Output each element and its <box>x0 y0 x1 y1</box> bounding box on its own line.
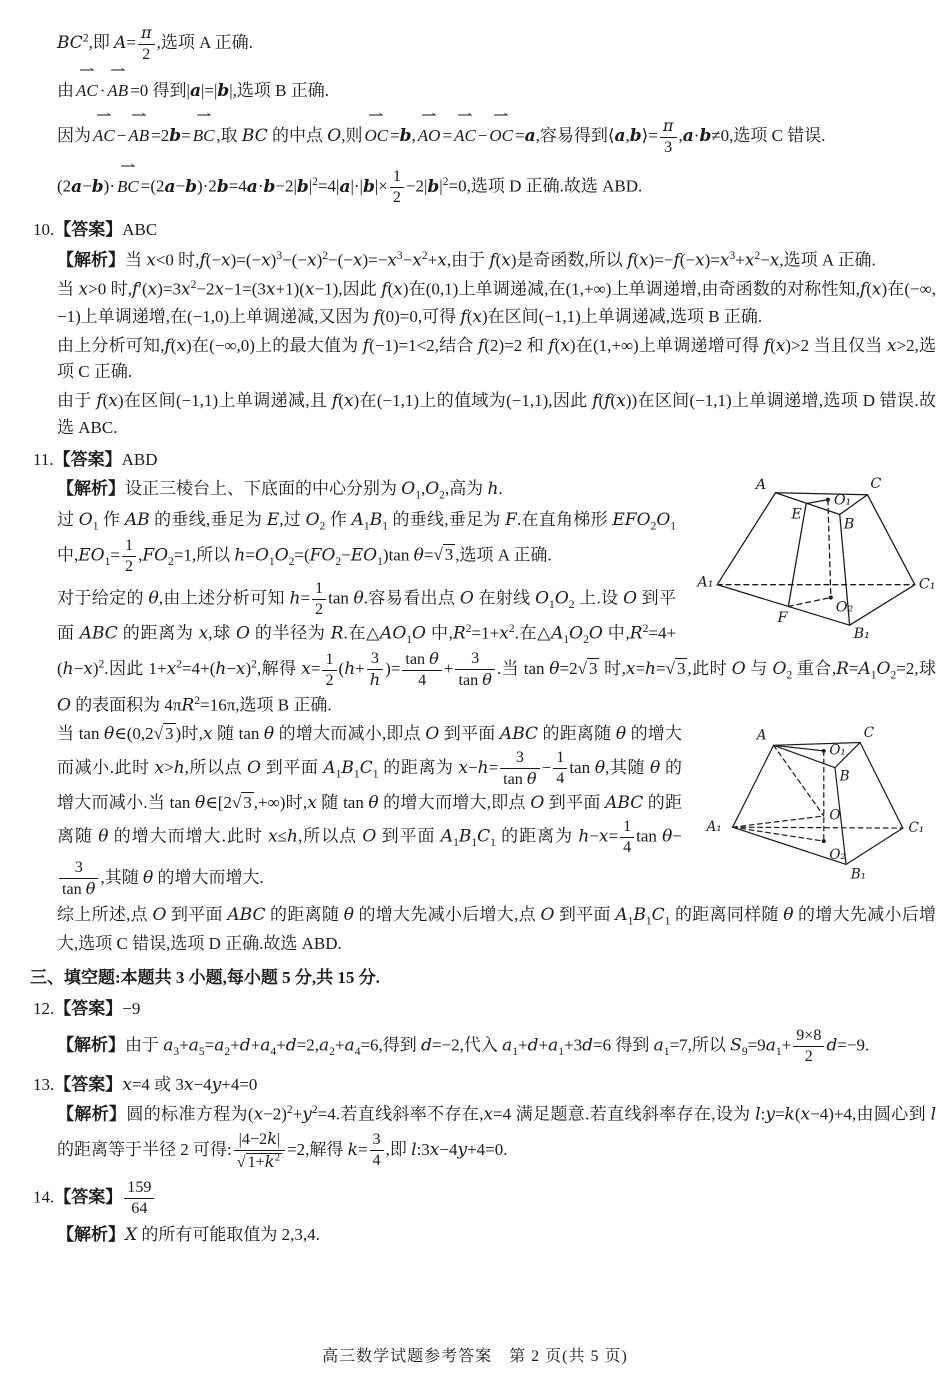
q12-answer-head: 12.【答案】−9 <box>33 999 141 1019</box>
figure-solid-edges <box>733 743 903 865</box>
vertex-label-B: B <box>839 768 850 785</box>
vertex-label-C: C <box>863 724 875 741</box>
vertex-label-E: E <box>791 506 802 523</box>
q9-solution-line-3: 因为 ⇀ AC − ⇀ AB =2b= ⇀ BC ,取 BC 的中点 O,则 ⇀ OC =b, ⇀ AO = ⇀ AC − ⇀ OC =a,容易得到⟨a,b⟩= $\frac{\pi}{3}$ ,a·b≠0,选项 C 错误. <box>57 116 936 158</box>
vertex-label-O2: O₂ <box>835 599 854 616</box>
figure-solid-edges <box>717 493 915 625</box>
vertex-label-O1: O₁ <box>833 492 852 509</box>
document-body <box>0 10 950 1249</box>
point-O1-dot <box>822 749 826 753</box>
vertex-label-C1: C₁ <box>908 819 925 836</box>
point-O2-dot <box>822 839 826 843</box>
vertex-label-O: O <box>829 807 841 824</box>
q14-analysis: 【解析】X 的所有可能取值为 2,3,4. <box>57 1225 320 1246</box>
q10-answer-head: 10.【答案】ABC <box>33 220 158 240</box>
q11-answer-head: 11.【答案】ABD <box>33 449 158 469</box>
vertex-label-B: B <box>843 516 855 533</box>
point-O2-dot <box>829 596 833 600</box>
vertex-label-B1: B₁ <box>853 626 870 643</box>
page-footer: 高三数学试题参考答案 第 2 页(共 5 页) <box>322 1348 628 1365</box>
point-O1-dot <box>826 498 830 502</box>
q11-analysis-1: 【解析】设正三棱台上、下底面的中心分别为 $O_1,O_2$,高为 h. <box>57 479 503 502</box>
q13-analysis: 【解析】圆的标准方程为$(x-2)^2+y^2=4$.若直线斜率不存在,x=4 满足题意.若直线斜率存在,设为 l:y=k(x−4)+4,由圆心到 l 的距离等于半径 2 可得: |4−2k| √ $1+k^2$ =2,解得 k= $\frac{3}{4}$ ,即 l:3x−4y+4=0. <box>57 1101 936 1173</box>
frustum-diagram-2 <box>696 723 946 883</box>
q10-analysis-2: 当 x>0 时$,f'(x)=3x^2-2x-1=(3x+1)(x-1)$,因此 f(x)在(0,1)上单调递减,在(1,+∞)上单调递增,由奇函数的对称性知,f(x)在(−∞,−1)上单调递增,在(−1,0)上单调递减,又因为 f(0)=0,可得 f(x)在区间(−1,1)上单调递减,选项 B 正确. <box>57 278 937 327</box>
q11-analysis-2: 过 $O_1$ 作 AB 的垂线,垂足为 E,过 $O_2$ 作 $A_1B_1$ 的垂线,垂足为 F.在直角梯形 $EFO_2O_1$ 中$,EO_1=$ $\frac{1}{2}$ $,FO_2=1$,所以 $h=O_1O_2=(FO_2-EO_1)\tan$ θ= √ 3 ,选项 A 正确. <box>57 507 936 577</box>
q9-solution-line-1: $BC^2$,即 A= $\frac{\pi}{2}$ ,选项 A 正确. <box>57 23 253 64</box>
q11-analysis-3: 对于给定的 θ,由上述分析可知 h= $\frac{1}{2}$ tan θ.容易看出点 O 在射线 $O_1O_2$ 上.设 O 到平面 ABC 的距离为 x,球 O 的半径为 R.在$\triangle AO_1O$ 中$,R^2=1+x^2$.在$\triangle A_1O_2O$ 中$,R^2=4+(h-x)^2$.因此 $1+x^2=4+(h-x)^2$,解得 x= $\frac{1}{2}$ (h+ $\frac{3}{h}$ )= $\frac{\text{tan θ}}{4}$ + $\frac{3}{\text{tan θ}}$ .当 tan θ=2 √ 3 时,x=h= √ 3 ,此时 O 与 $O_2$ 重合$,R=A_1O_2=2$,球 O 的表面积为 $4\pi R^2=16\pi$,选项 B 正确. <box>57 579 936 719</box>
vertex-label-A1: A₁ <box>706 818 722 835</box>
vertex-label-A1: A₁ <box>697 574 714 591</box>
figure-frustum-trapezoid <box>690 472 946 642</box>
vertex-label-B1: B₁ <box>850 866 867 883</box>
frustum-diagram-1 <box>690 472 946 642</box>
q11-analysis-4: 当 tan θ∈(0,2 √ 3 )时,x 随 tan θ 的增大而减小,即点 O 到平面 ABC 的距离随 θ 的增大而减小.此时 x>h,所以点 O 到平面 $A_1B_1C_1$ 的距离为 x−h= $\frac{3}{\text{tan θ}}$ − $\frac{1}{4}$ tan θ,其随 θ 的增大而减小.当 tan θ∈[2 √ 3 ,+∞)时,x 随 tan θ 的增大而增大,即点 O 到平面 ABC 的距离随 θ 的增大而增大.此时 x≤h,所以点 O 到平面 $A_1B_1C_1$ 的距离为 h−x= $\frac{1}{4}$ tan θ− $\frac{3}{\text{tan θ}}$ ,其随 θ 的增大而增大. <box>57 721 936 900</box>
q10-analysis-1: 【解析】当 x<0 时$,f(-x)=(-x)^3-(-x)^2-(-x)=-x^3-x^2+x$,由于 f(x)是奇函数,所以 $f(x)=-f(-x)=x^3+x^2-x$,选项 A 正确. <box>57 248 876 271</box>
q13-answer-head: 13.【答案】x=4 或 3x−4y+4=0 <box>33 1074 258 1095</box>
vertex-label-A: A <box>756 727 767 744</box>
figure-dashed-edges <box>717 500 915 607</box>
vertex-label-C: C <box>870 476 882 493</box>
vertex-label-O1: O₁ <box>829 742 846 759</box>
fill-in-section-header: 三、填空题:本题共 3 小题,每小题 5 分,共 15 分. <box>30 967 380 987</box>
q14-answer-head: 14.【答案】 $\frac{159}{64}$ <box>33 1178 936 1219</box>
figure-dashed-edges <box>733 742 903 841</box>
q9-solution-line-4: (2a−b)· ⇀ BC $=(2a-b)\cdot 2b=4a\cdot b-2|b|^2=4|a|\cdot|b|\times$ $\frac{1}{2}$ $-2|b|^2=0$,选项 D 正确.故选 ABD. <box>57 167 936 208</box>
figure-frustum-sphere-center <box>696 723 946 883</box>
vertex-label-A: A <box>755 477 767 494</box>
vertex-label-O2: O₂ <box>829 846 846 863</box>
q11-analysis-5: 综上所述,点 O 到平面 ABC 的距离随 θ 的增大先减小后增大,点 O 到平面 $A_1B_1C_1$ 的距离同样随 θ 的增大先减小后增大,选项 C 错误,选项 D 正确.故选 ABD. <box>57 905 937 953</box>
q12-analysis: 【解析】由于 $a_3+a_5=a_2+d+a_4+d=2,a_2+a_4=6$,得到 d=−2,代入 $a_1+d+a_1+3d=6$ 得到 $a_1=7$,所以 $S_9=9a_1+$ $\frac{9\times 8}{2}$ d=−9. <box>57 1026 870 1065</box>
q9-solution-line-2: 由 ⇀ AC · ⇀ AB =0 得到|a|=|b|,选项 B 正确. <box>57 74 936 107</box>
q10-analysis-4: 由于 f(x)在区间(−1,1)上单调递减,且 f(x)在(−1,1)上的值域为(−1,1),因此 f(f(x))在区间(−1,1)上单调递增,选项 D 错误.故选 ABC. <box>57 391 937 438</box>
vertex-label-F: F <box>777 610 788 627</box>
vertex-label-C1: C₁ <box>918 576 936 593</box>
q10-analysis-3: 由上分析可知,f(x)在(−∞,0)上的最大值为 f(−1)=1<2,结合 f(2)=2 和 f(x)在(1,+∞)上单调递增可得 f(x)>2 当且仅当 x>2,选项 C 正确. <box>57 335 936 382</box>
